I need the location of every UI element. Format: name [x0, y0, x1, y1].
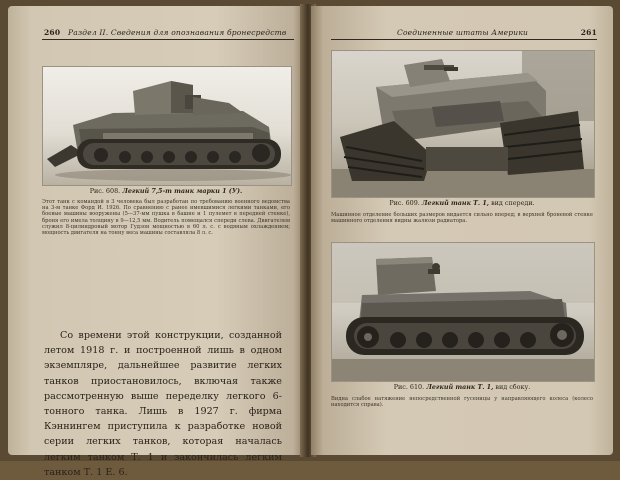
figure-610-caption [331, 384, 593, 392]
figure-610-description: Видна слабое натяжение непосредственной гусеницы у направляющего колеса (колесо находится справа). [331, 396, 593, 409]
figure-609-caption [331, 200, 593, 208]
left-body-paragraph: Со времени этой конструкции, созданной летом 1918 г. и построенной лишь в одном экземпляре, дальнейшее развитие легких танков приостановилось, включая также рассмотренную выше переделку легкого 6-тонного танка. Лишь в 1927 г. фирма Кэннингем приступила к разработке новой серии легких танков, которая началась легким танком Т. 1 и закончилась легким танком Т. 1 Е. 6. [44, 330, 282, 478]
figure-609-caption-rest: вид спереди. [491, 199, 535, 207]
figure-609-description: Машинное отделение больших размеров видается сильно вперед; в верхней броневой стенке машинного отделения видны жалюзи радиатора. [331, 212, 593, 225]
figure-609-photo [331, 50, 595, 198]
figure-610-caption-title: Легкий танк Т. 1, [426, 383, 494, 391]
figure-609-caption-title: Легкий танк Т. 1, [421, 199, 490, 207]
figure-608-caption-number: Рис. 608. [89, 187, 121, 195]
figure-609-caption-number: Рис. 609. [389, 199, 420, 207]
right-page-number: 261 [580, 28, 597, 37]
figure-608-caption [42, 188, 290, 196]
left-running-head [44, 28, 294, 37]
right-header-rule [331, 39, 597, 40]
right-running-head-text: Соединенные штаты Америки [397, 28, 529, 37]
figure-610-photo [331, 242, 595, 382]
right-page [311, 6, 613, 455]
figure-608-description: Этот танк с командой в 3 человека был разработан по требованию военного ведомства на 3-м танке Форд И. 1926. По сравнению с ранее имевшимися легкими танками, его боевые машины вооружены (5—37-мм пушка в башне и 1 пулемет в передней стенке), броня его имела толщину в 9—12,5 мм. Водитель помещался спереди слева. Двигателем служил 8-цилиндровый мотор Гудзон мощностью в 60 л. с. с водяным охлаждением; мощность двигателя на тонну веса машины составляла 8 л. с. [42, 199, 290, 237]
right-page-number-wrap [557, 28, 597, 37]
tank-t1-side-illustration [332, 243, 594, 381]
left-header-rule [42, 39, 294, 40]
tank-t1-front-illustration [332, 51, 594, 197]
tank-mark1-side-illustration [43, 67, 291, 185]
left-page-number: 260 [44, 28, 61, 37]
figure-608-caption-title: Легкий 7,5-т танк марки 1 (У). [122, 187, 243, 195]
left-page [8, 6, 305, 478]
figure-610-caption-rest: вид сбоку. [495, 383, 531, 391]
figure-610-caption-number: Рис. 610. [393, 383, 425, 391]
left-running-head-text: Раздел II. Сведения для опознавания бронесредств [68, 28, 287, 37]
figure-608-photo [42, 66, 292, 186]
